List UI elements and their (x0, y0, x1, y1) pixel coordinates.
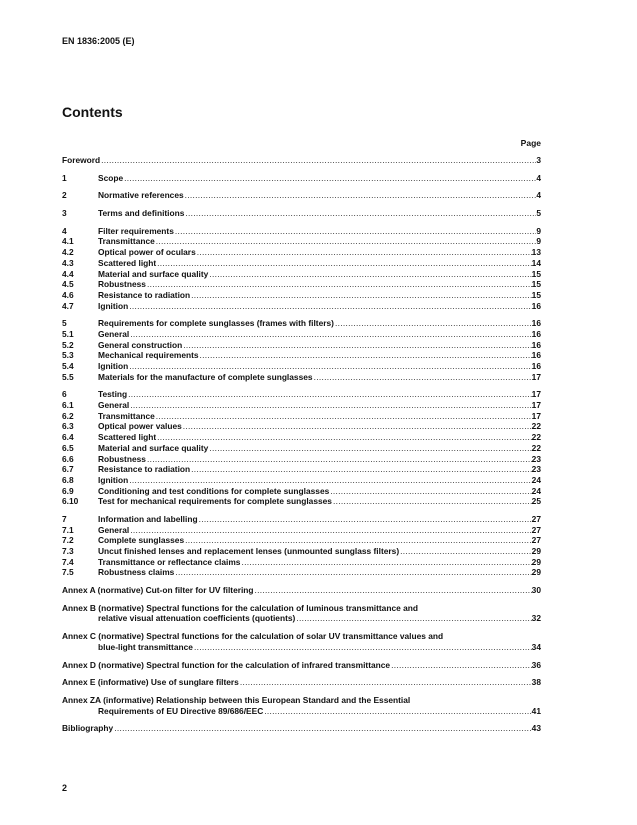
toc-entry[interactable] (62, 723, 541, 734)
toc-entry-title: Mechanical requirements (98, 350, 199, 361)
dot-leader (332, 496, 532, 507)
toc-entry-title: Robustness (98, 453, 146, 464)
toc-entry-page: 15 (531, 289, 541, 300)
toc-entry[interactable] (62, 677, 541, 688)
toc-entry-number: 6.6 (62, 453, 74, 464)
toc-entry-title: General construction (98, 339, 183, 350)
toc-entry-number: 6.10 (62, 496, 79, 507)
toc-entry[interactable] (62, 464, 541, 475)
toc-entry[interactable] (62, 400, 541, 411)
dot-leader (190, 464, 532, 475)
dot-leader (174, 226, 536, 237)
toc-entry-title: Material and surface quality (98, 268, 209, 279)
toc-entry-title: Complete sunglasses (98, 535, 185, 546)
toc-entry-page: 17 (531, 400, 541, 411)
toc-entry-number: 5.4 (62, 361, 74, 371)
indent (62, 642, 98, 653)
dot-leader (146, 454, 532, 465)
toc-entry[interactable] (62, 236, 541, 247)
dot-leader (208, 269, 531, 280)
dot-leader (198, 514, 532, 525)
toc-entry-title: Conditioning and test conditions for complete sunglasses (98, 485, 330, 496)
toc-entry[interactable] (62, 279, 541, 290)
dot-leader (199, 350, 532, 361)
toc-entry-page: 29 (531, 546, 541, 556)
dot-leader (123, 173, 536, 184)
toc-entry-page: 24 (531, 474, 541, 485)
toc-entry-first-line: Annex B (normative) Spectral functions for the calculation of luminous transmittance and (62, 602, 418, 613)
toc-entry[interactable] (62, 361, 541, 372)
toc-entry-page: 23 (531, 453, 541, 464)
toc-entry-number: 1 (62, 172, 67, 183)
toc-entry-first-line: Annex ZA (informative) Relationship between this European Standard and the Essential (62, 694, 411, 705)
toc-entry-page: 16 (531, 339, 541, 350)
toc-entry-number: 5.3 (62, 350, 74, 361)
dot-leader (399, 546, 532, 557)
toc-entry-page: 13 (531, 247, 541, 258)
toc-entry-number: 6.3 (62, 421, 74, 432)
toc-entry[interactable] (62, 173, 541, 184)
toc-entry-page: 17 (531, 410, 541, 421)
toc-entry[interactable] (62, 340, 541, 351)
toc-annex (62, 723, 541, 734)
table-of-contents (62, 155, 541, 734)
toc-entry[interactable] (62, 486, 541, 497)
dot-leader (129, 400, 531, 411)
toc-annex (62, 677, 541, 688)
dot-leader (174, 567, 531, 578)
dot-leader (254, 585, 532, 596)
toc-entry-number: 3 (62, 208, 67, 219)
toc-entry-title: Ignition (98, 300, 129, 311)
toc-section (62, 318, 541, 382)
toc-entry[interactable] (62, 706, 541, 717)
toc-entry-title: Normative references (98, 190, 184, 201)
toc-entry-title: Terms and definitions (98, 208, 185, 219)
toc-entry[interactable] (62, 613, 541, 624)
dot-leader (184, 190, 537, 201)
toc-entry-page: 22 (531, 432, 541, 443)
toc-entry[interactable] (62, 258, 541, 269)
toc-entry-number: 4.2 (62, 247, 74, 258)
toc-entry-number: 4.4 (62, 268, 74, 279)
toc-entry-title: Annex A (normative) Cut-on filter for UV filtering (62, 585, 254, 596)
toc-entry-title: Resistance to radiation (98, 289, 191, 300)
toc-entry-page: 4 (536, 190, 541, 201)
toc-entry-title: Annex D (normative) Spectral function for the calculation of infrared transmittance (62, 659, 391, 670)
dot-leader (113, 723, 531, 734)
toc-entry[interactable] (62, 318, 541, 329)
toc-entry-page: 9 (536, 236, 541, 247)
toc-entry[interactable] (62, 443, 541, 454)
toc-entry-title: Requirements for complete sunglasses (frames with filters) (98, 318, 334, 329)
toc-entry-title: relative visual attenuation coefficients (quotients) (98, 613, 296, 624)
toc-section (62, 514, 541, 578)
toc-annex (62, 603, 541, 624)
toc-entry[interactable] (62, 496, 541, 507)
dot-leader (156, 432, 532, 443)
toc-entry-page: 29 (531, 556, 541, 567)
toc-entry-page: 5 (536, 208, 541, 219)
dot-leader (182, 340, 531, 351)
toc-entry-page: 23 (531, 464, 541, 475)
toc-entry-page: 27 (531, 535, 541, 546)
dot-leader (155, 411, 532, 422)
toc-entry[interactable] (62, 546, 541, 557)
dot-leader (127, 389, 532, 400)
toc-entry-title: Test for mechanical requirements for complete sunglasses (98, 496, 332, 507)
toc-section (62, 155, 541, 166)
toc-entry-number: 4.1 (62, 236, 74, 247)
toc-entry-page: 22 (531, 442, 541, 453)
indent (62, 613, 98, 624)
toc-entry-page: 4 (536, 172, 541, 183)
toc-entry-title: Scope (98, 172, 124, 183)
toc-entry[interactable] (62, 269, 541, 280)
toc-entry-page: 16 (531, 300, 541, 311)
toc-entry-number: 5.1 (62, 328, 74, 339)
dot-leader (129, 525, 531, 536)
toc-entry-title: General (98, 400, 130, 411)
toc-entry[interactable] (62, 567, 541, 578)
dot-leader (184, 535, 532, 546)
toc-entry-title: General (98, 328, 130, 339)
dot-leader (182, 421, 532, 432)
toc-entry[interactable] (62, 372, 541, 383)
toc-entry[interactable] (62, 432, 541, 443)
dot-leader (128, 361, 531, 372)
toc-entry[interactable] (62, 350, 541, 361)
toc-entry-title: Requirements of EU Directive 89/686/EEC (98, 705, 264, 716)
dot-leader (208, 443, 531, 454)
toc-entry[interactable] (62, 301, 541, 312)
toc-entry-number: 4 (62, 225, 67, 236)
toc-entry-title: Transmittance (98, 410, 155, 421)
dot-leader (313, 372, 532, 383)
dot-leader (295, 613, 531, 624)
toc-entry[interactable] (62, 454, 541, 465)
indent (62, 706, 98, 717)
dot-leader (334, 318, 532, 329)
toc-entry-number: 6.9 (62, 485, 74, 496)
toc-entry-page: 34 (531, 641, 541, 652)
toc-entry-page: 24 (531, 485, 541, 496)
toc-entry-title: Testing (98, 389, 128, 400)
page-title: Contents (62, 104, 123, 120)
toc-entry-number: 7.3 (62, 546, 74, 556)
toc-entry-page: 15 (531, 268, 541, 279)
toc-entry-page: 17 (531, 371, 541, 382)
toc-entry-number: 7 (62, 513, 67, 524)
toc-entry-page: 30 (531, 585, 541, 596)
toc-entry-number: 7.5 (62, 567, 74, 578)
toc-entry-title: Scattered light (98, 257, 157, 268)
toc-entry-page: 27 (531, 524, 541, 535)
toc-entry-title: Transmittance (98, 236, 155, 247)
dot-leader (190, 290, 532, 301)
dot-leader (129, 329, 531, 340)
toc-section (62, 190, 541, 201)
toc-entry-title: Optical power of oculars (98, 247, 196, 258)
toc-entry-number: 2 (62, 190, 67, 201)
dot-leader (156, 258, 532, 269)
dot-leader (128, 475, 531, 486)
toc-entry-title: Robustness (98, 279, 146, 290)
dot-leader (239, 677, 532, 688)
toc-entry-page: 15 (531, 279, 541, 290)
toc-entry[interactable] (62, 585, 541, 596)
toc-entry-title: Information and labelling (98, 513, 198, 524)
toc-annex (62, 585, 541, 596)
toc-entry-number: 5 (62, 318, 67, 329)
toc-entry-page: 36 (531, 659, 541, 670)
dot-leader (263, 706, 531, 717)
toc-entry-page: 16 (531, 328, 541, 339)
toc-entry-number: 4.3 (62, 257, 74, 268)
toc-annex (62, 695, 541, 716)
toc-entry-title: Filter requirements (98, 225, 174, 236)
toc-entry-page: 27 (531, 513, 541, 524)
toc-entry-number: 6 (62, 389, 67, 400)
toc-entry-title: Optical power values (98, 421, 182, 432)
toc-entry-number: 7.4 (62, 556, 74, 567)
toc-entry[interactable] (62, 155, 541, 166)
toc-entry-number: 6.4 (62, 432, 74, 443)
toc-entry-title: Ignition (98, 474, 129, 485)
dot-leader (128, 301, 531, 312)
toc-entry-title: Transmittance or reflectance claims (98, 556, 241, 567)
toc-entry-number: 4.5 (62, 279, 74, 290)
toc-entry-title: Uncut finished lenses and replacement lenses (unmounted sunglass filters) (98, 546, 400, 556)
toc-entry-number: 7.1 (62, 524, 74, 535)
toc-entry-number: 6.1 (62, 400, 74, 411)
toc-entry-page: 14 (531, 257, 541, 268)
dot-leader (155, 236, 537, 247)
toc-entry[interactable] (62, 642, 541, 653)
toc-entry-title: Material and surface quality (98, 442, 209, 453)
toc-entry-page: 43 (531, 723, 541, 734)
toc-entry-page: 32 (531, 613, 541, 624)
toc-entry-title: blue-light transmittance (98, 641, 193, 652)
toc-entry[interactable] (62, 190, 541, 201)
toc-entry-number: 4.7 (62, 300, 74, 311)
toc-entry[interactable] (62, 208, 541, 219)
toc-entry-page: 29 (531, 567, 541, 578)
toc-entry[interactable] (62, 290, 541, 301)
toc-section (62, 208, 541, 219)
document-header: EN 1836:2005 (E) (62, 36, 135, 46)
dot-leader (390, 660, 532, 671)
toc-entry-title: Foreword (62, 155, 101, 165)
toc-entry-page: 38 (531, 677, 541, 688)
toc-entry-number: 6.2 (62, 410, 74, 421)
toc-section (62, 389, 541, 507)
toc-entry-page: 41 (531, 705, 541, 716)
toc-entry[interactable] (62, 421, 541, 432)
toc-entry-number: 5.2 (62, 339, 74, 350)
toc-entry-first-line: Annex C (normative) Spectral functions for the calculation of solar UV transmittance values and (62, 631, 444, 642)
toc-entry-title: Bibliography (62, 723, 114, 734)
dot-leader (193, 642, 532, 653)
toc-entry[interactable] (62, 475, 541, 486)
toc-annex (62, 631, 541, 652)
page-column-label: Page (520, 138, 541, 148)
toc-entry[interactable] (62, 514, 541, 525)
toc-entry-title: Scattered light (98, 432, 157, 443)
toc-entry[interactable] (62, 411, 541, 422)
dot-leader (146, 279, 532, 290)
toc-entry[interactable] (62, 226, 541, 237)
toc-entry[interactable] (62, 557, 541, 568)
dot-leader (196, 247, 532, 258)
toc-entry-page: 16 (531, 318, 541, 329)
toc-entry-page: 9 (536, 225, 541, 236)
toc-entry-title: Ignition (98, 361, 129, 371)
toc-entry-title: General (98, 524, 130, 535)
toc-entry-page: 16 (531, 361, 541, 371)
toc-entry-number: 6.8 (62, 474, 74, 485)
toc-section (62, 173, 541, 184)
toc-entry-title: Materials for the manufacture of complete sunglasses (98, 371, 313, 382)
toc-entry-page: 22 (531, 421, 541, 432)
toc-annex (62, 660, 541, 671)
page-number: 2 (62, 783, 68, 793)
toc-entry[interactable] (62, 247, 541, 258)
toc-entry-title: Resistance to radiation (98, 464, 191, 475)
toc-entry-page: 25 (531, 496, 541, 507)
toc-entry[interactable] (62, 525, 541, 536)
toc-entry-number: 4.6 (62, 289, 74, 300)
toc-entry-number: 5.5 (62, 371, 74, 382)
toc-entry-page: 17 (531, 389, 541, 400)
toc-entry[interactable] (62, 329, 541, 340)
toc-entry-title: Annex E (informative) Use of sunglare filters (62, 677, 239, 688)
toc-entry-page: 16 (531, 350, 541, 361)
toc-entry-title: Robustness claims (98, 567, 175, 578)
toc-entry-page: 3 (536, 155, 541, 165)
toc-entry[interactable] (62, 660, 541, 671)
toc-entry[interactable] (62, 535, 541, 546)
dot-leader (329, 486, 531, 497)
toc-entry-number: 6.7 (62, 464, 74, 475)
toc-entry[interactable] (62, 389, 541, 400)
toc-entry-number: 6.5 (62, 442, 74, 453)
dot-leader (240, 557, 531, 568)
dot-leader (184, 208, 536, 219)
toc-entry-number: 7.2 (62, 535, 74, 546)
dot-leader (100, 155, 536, 166)
toc-section (62, 226, 541, 312)
